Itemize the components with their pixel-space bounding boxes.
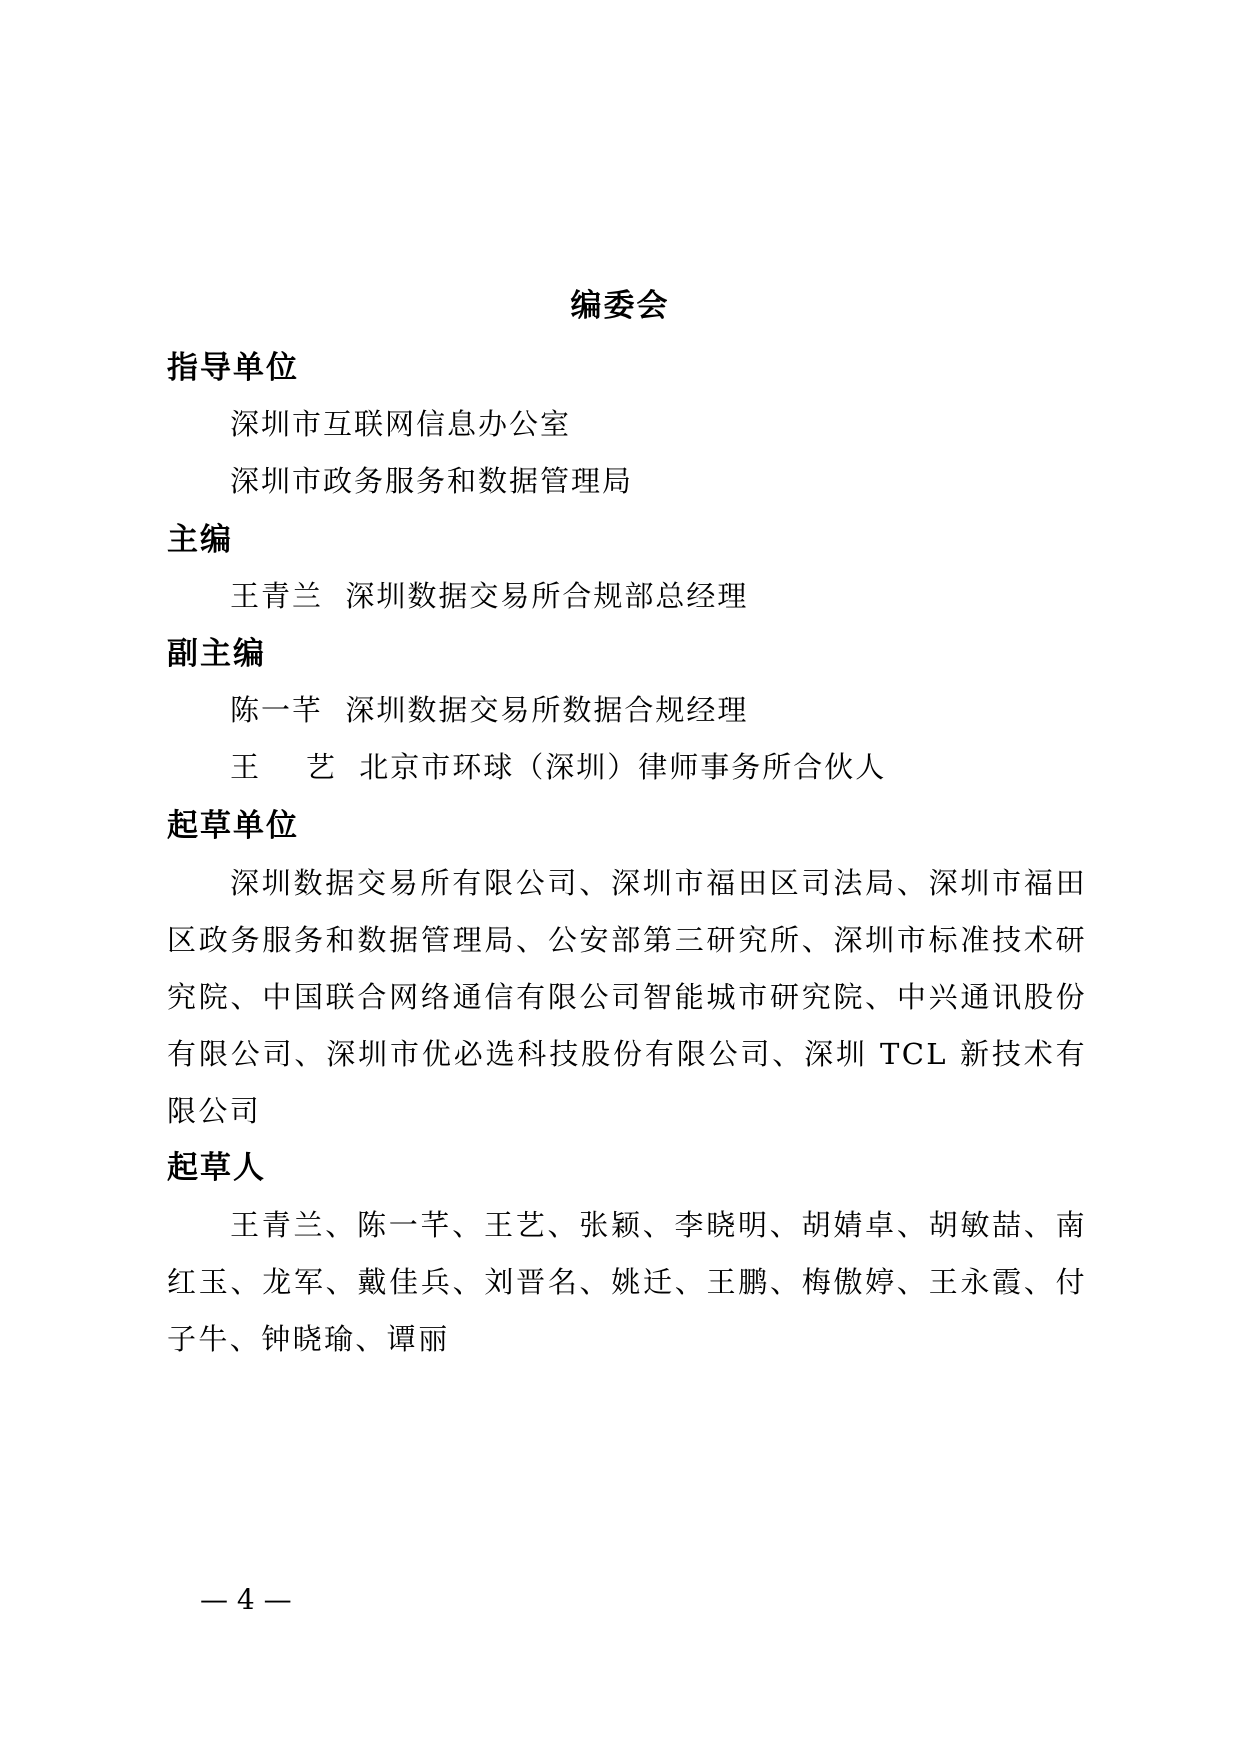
- page-number: — 4 —: [200, 1583, 292, 1616]
- section-heading-guiding-units: 指导单位: [167, 350, 299, 386]
- section-heading-deputy-editors: 副主编: [167, 636, 266, 672]
- guiding-unit-1: 深圳市互联网信息办公室: [230, 407, 572, 441]
- chief-editor-entry: 王青兰 深圳数据交易所合规部总经理: [230, 579, 749, 613]
- drafting-units-paragraph: 深圳数据交易所有限公司、深圳市福田区司法局、深圳市福田区政务服务和数据管理局、公安部第三研究所、深圳市标准技术研究院、中国联合网络通信有限公司智能城市研究院、中兴通讯股份有限公司、深圳市优必选科技股份有限公司、深圳 TCL 新技术有限公司: [167, 866, 1087, 1128]
- deputy-editor-entry-2: 王 艺 北京市环球（深圳）律师事务所合伙人: [230, 750, 887, 784]
- drafters-paragraph: 王青兰、陈一芊、王艺、张颖、李晓明、胡婧卓、胡敏喆、南红玉、龙军、戴佳兵、刘晋名、姚迁、王鹏、梅傲婷、王永霞、付子牛、钟晓瑜、谭丽: [167, 1208, 1087, 1356]
- section-heading-drafting-units: 起草单位: [167, 808, 299, 844]
- page-title: 编委会: [570, 288, 670, 324]
- section-heading-drafters: 起草人: [167, 1150, 266, 1186]
- section-heading-chief-editor: 主编: [167, 522, 233, 558]
- guiding-unit-2: 深圳市政务服务和数据管理局: [230, 464, 634, 498]
- deputy-editor-entry-1: 陈一芊 深圳数据交易所数据合规经理: [230, 693, 749, 727]
